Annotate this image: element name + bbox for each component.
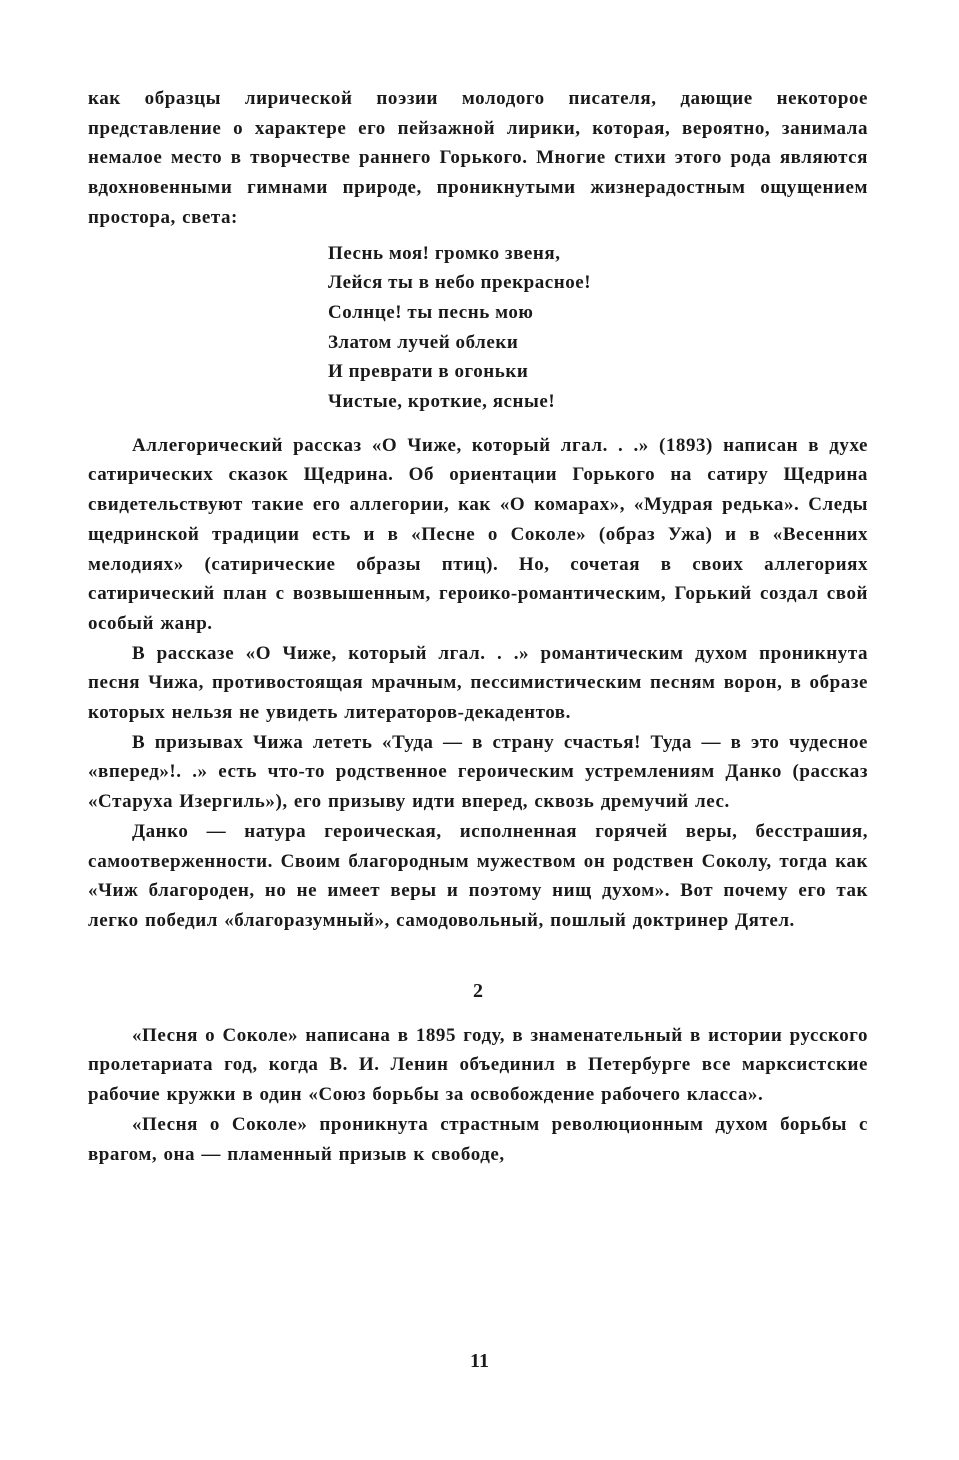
paragraph: В рассказе «О Чиже, который лгал. . .» романтическим духом проникнута песня Чижа, противостоящая мрачным, пессимистическим песням ворон, в образе которых нельзя не увидеть литераторов-декадентов. [88, 642, 868, 724]
paragraph: «Песня о Соколе» написана в 1895 году, в знаменательный в истории русского пролетариата год, когда В. И. Ленин объединил в Петербурге все марксистские рабочие кружки в один «Союз борьбы за освобождение рабочего класса». [88, 1024, 868, 1106]
paragraph: «Песня о Соколе» проникнута страстным революционным духом борьбы с врагом, она — пламенный призыв к свободе, [88, 1113, 868, 1165]
poem-line: Лейся ты в небо прекрасное! [328, 272, 592, 294]
paragraph: Аллегорический рассказ «О Чиже, который лгал. . .» (1893) написан в духе сатирических сказок Щедрина. Об ориентации Горького на сатиру Щедрина свидетельствуют такие его аллегории, как «О комарах», «Мудрая редька». Следы щедринской традиции есть и в «Песне о Соколе» (образ Ужа) и в «Весенних мелодиях» (сатирические образы птиц). Но, сочетая в своих аллегориях сатирический план с возвышенным, героико-романтическим, Горький создал свой особый жанр. [88, 434, 868, 634]
paragraph: В призывах Чижа лететь «Туда — в страну счастья! Туда — в это чудесное «вперед»!. .» есть что-то родственное героическим устремлениям Данко (рассказ «Старуха Изергиль»), его призыву идти вперед, сквозь дремучий лес. [88, 731, 868, 813]
intro-paragraph: как образцы лирической поэзии молодого писателя, дающие некоторое представление о характере его пейзажной лирики, которая, вероятно, занимала немалое место в творчестве раннего Горького. Многие стихи этого рода являются вдохновенными гимнами природе, проникнутыми жизнерадостным ощущением простора, света: [88, 88, 868, 228]
paragraph: Данко — натура героическая, исполненная горячей веры, бесстрашия, самоотверженности. Своим благородным мужеством он родствен Соколу, тогда как «Чиж благороден, но не имеет веры и поэтому нищ духом». Вот почему его так легко победил «благоразумный», самодовольный, пошлый доктринер Дятел. [88, 820, 868, 931]
poem-line: Златом лучей облеки [328, 331, 519, 353]
poem-line: Песнь моя! громко звеня, [328, 242, 561, 264]
page-number: 11 [470, 1350, 489, 1372]
poem-block [328, 239, 868, 417]
poem-line: И преврати в огоньки [328, 361, 529, 383]
poem-line: Чистые, кроткие, ясные! [328, 391, 556, 413]
section-number: 2 [473, 979, 483, 1002]
page-body [88, 84, 868, 1169]
poem-line: Солнце! ты песнь мою [328, 301, 534, 323]
